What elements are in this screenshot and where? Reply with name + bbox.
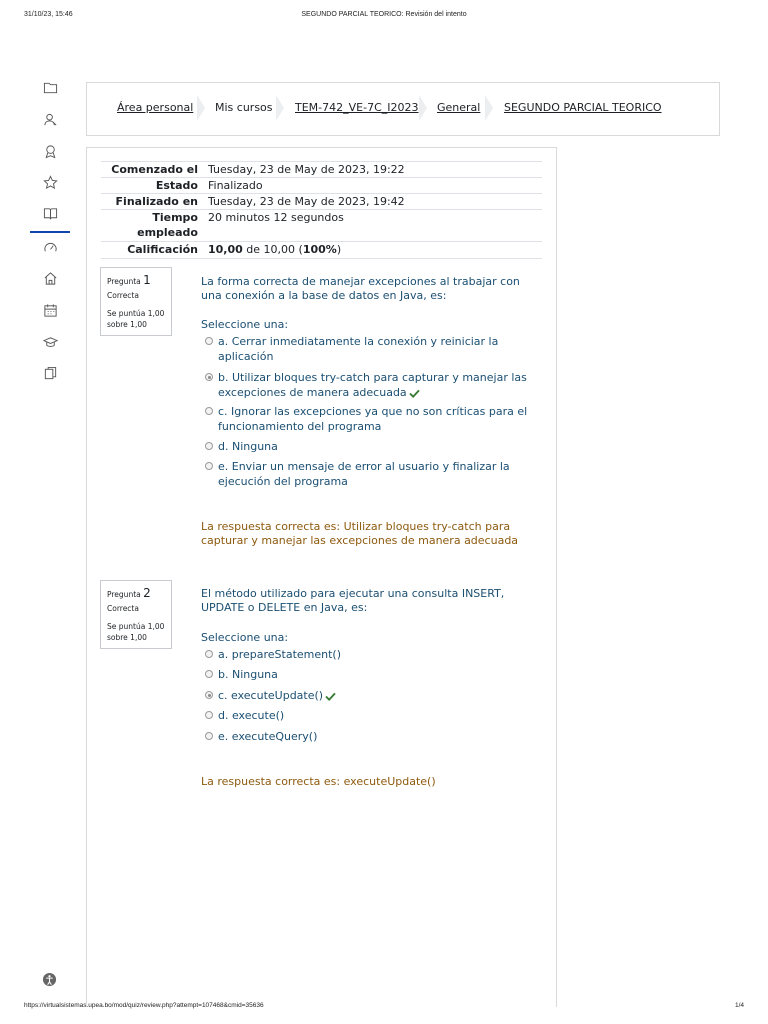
correct-check-icon [409, 389, 420, 398]
print-title: SEGUNDO PARCIAL TEORICO: Revisión del intento [301, 11, 467, 18]
summary-label: Comenzado el [111, 163, 198, 176]
question-state: Correcta [107, 604, 139, 613]
radio-button[interactable] [205, 462, 213, 470]
folder-icon[interactable] [30, 75, 70, 99]
option-text: c. executeUpdate() [205, 688, 535, 703]
breadcrumb-separator-icon [197, 95, 205, 121]
breadcrumb-area-personal[interactable]: Área personal [117, 101, 194, 114]
radio-button[interactable] [205, 650, 213, 658]
option-text: b. Utilizar bloques try-catch para capturar y manejar las excepciones de manera adecuada [218, 371, 527, 399]
breadcrumb-course[interactable]: TEM-742_VE-7C_I2023 [295, 101, 419, 114]
option-text: d. Ninguna [218, 440, 278, 453]
question-info-box [100, 580, 172, 649]
print-url: https://virtualsistemas.upea.bo/mod/quiz/review.php?attempt=107468&cmid=35636 [24, 1002, 264, 1009]
summary-row-grade [101, 241, 542, 259]
dashboard-icon[interactable] [30, 235, 70, 259]
summary-value: Finalizado [208, 179, 263, 192]
answer-option[interactable] [205, 688, 535, 703]
print-date: 31/10/23, 15:46 [24, 11, 73, 18]
summary-row-started [101, 161, 542, 178]
answer-option[interactable] [205, 370, 535, 400]
right-answer-feedback: La respuesta correcta es: executeUpdate() [201, 775, 436, 788]
home-icon[interactable] [30, 266, 70, 290]
summary-value: Tuesday, 23 de May de 2023, 19:22 [208, 163, 405, 176]
summary-label: Calificación [127, 243, 198, 256]
question-grade: Se puntúa 1,00 sobre 1,00 [107, 309, 165, 329]
breadcrumb-separator-icon [485, 95, 493, 121]
breadcrumb-quiz[interactable]: SEGUNDO PARCIAL TEORICO [504, 101, 662, 114]
radio-button[interactable] [205, 442, 213, 450]
option-text: b. Ninguna [218, 668, 278, 681]
radio-button[interactable] [205, 407, 213, 415]
calendar-icon[interactable] [30, 298, 70, 322]
radio-button-selected[interactable] [205, 373, 213, 381]
option-text: e. executeQuery() [218, 730, 318, 743]
option-text: e. Enviar un mensaje de error al usuario y finalizar la ejecución del programa [218, 460, 510, 488]
badge-icon[interactable] [30, 139, 70, 163]
active-nav-indicator [30, 231, 70, 233]
answer-option[interactable] [205, 404, 535, 434]
print-page-number: 1/4 [734, 1002, 744, 1009]
answer-option[interactable] [205, 667, 535, 682]
option-text: a. prepareStatement() [218, 648, 342, 661]
answer-option[interactable] [205, 708, 535, 723]
summary-label: Estado [155, 179, 198, 192]
breadcrumb-separator-icon [419, 95, 427, 121]
breadcrumb [86, 82, 720, 136]
summary-label: Tiempo empleado [137, 211, 198, 239]
radio-button-selected[interactable] [205, 691, 213, 699]
breadcrumb-separator-icon [276, 95, 284, 121]
question-number: Pregunta 1 [107, 273, 151, 287]
breadcrumb-mis-cursos[interactable]: Mis cursos [215, 101, 273, 114]
summary-label: Finalizado en [115, 195, 198, 208]
radio-button[interactable] [205, 337, 213, 345]
copy-icon[interactable] [30, 361, 70, 385]
option-text: c. Ignorar las excepciones ya que no son críticas para el funcionamiento del programa [218, 405, 528, 433]
answer-option[interactable] [205, 334, 535, 364]
summary-row-finished [101, 193, 542, 210]
summary-value: 20 minutos 12 segundos [208, 211, 344, 224]
answer-option[interactable] [205, 647, 535, 662]
question-info-box [100, 267, 172, 336]
question-text: El método utilizado para ejecutar una consulta INSERT, UPDATE o DELETE en Java, es: [201, 587, 505, 614]
correct-check-icon [325, 692, 336, 701]
right-answer-feedback: La respuesta correcta es: Utilizar bloques try-catch para capturar y manejar las excepciones de manera adecuada [201, 520, 519, 547]
radio-button[interactable] [205, 670, 213, 678]
answer-option[interactable] [205, 439, 535, 454]
question-text: La forma correcta de manejar excepciones al trabajar con una conexión a la base de datos en Java, es: [201, 275, 520, 302]
question-number: Pregunta 2 [107, 586, 151, 600]
print-header [0, 11, 768, 23]
question-state: Correcta [107, 291, 139, 300]
answer-option[interactable] [205, 729, 535, 744]
book-icon[interactable] [30, 201, 70, 225]
graduation-cap-icon[interactable] [30, 330, 70, 354]
star-icon[interactable] [30, 170, 70, 194]
summary-value: 10,00 de 10,00 (100%) [208, 243, 342, 256]
breadcrumb-general[interactable]: General [437, 101, 481, 114]
user-profile-icon[interactable] [30, 107, 70, 131]
option-text: d. execute() [218, 709, 285, 722]
accessibility-icon[interactable] [42, 972, 57, 987]
radio-button[interactable] [205, 711, 213, 719]
answer-prompt: Seleccione una: [201, 318, 289, 331]
summary-row-state [101, 177, 542, 194]
answer-option[interactable] [205, 459, 535, 489]
question-grade: Se puntúa 1,00 sobre 1,00 [107, 622, 165, 642]
option-text: a. Cerrar inmediatamente la conexión y reiniciar la aplicación [218, 335, 499, 363]
answer-prompt: Seleccione una: [201, 631, 289, 644]
summary-row-time [101, 209, 542, 242]
summary-value: Tuesday, 23 de May de 2023, 19:42 [208, 195, 405, 208]
radio-button[interactable] [205, 732, 213, 740]
